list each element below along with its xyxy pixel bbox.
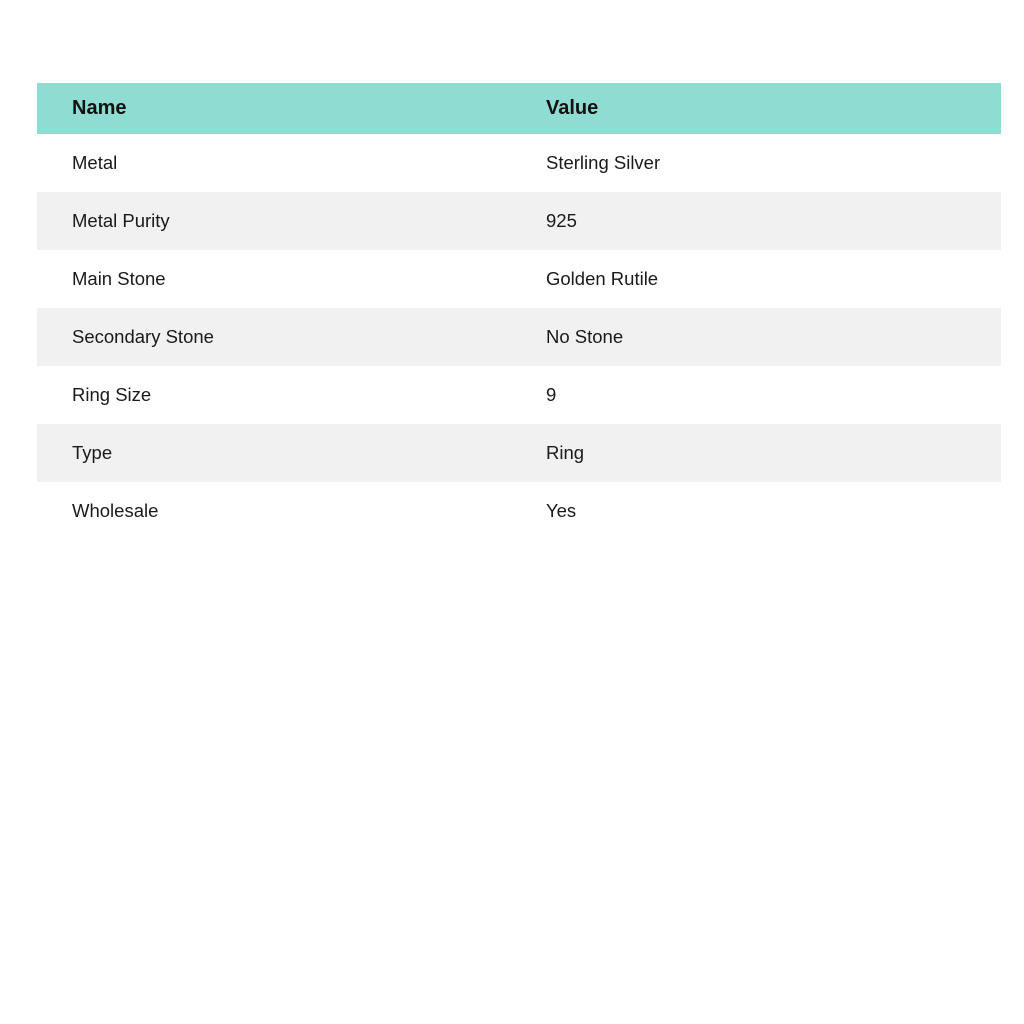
attribute-name: Secondary Stone — [37, 308, 524, 366]
attribute-name: Metal — [37, 134, 524, 192]
table-row — [37, 366, 1001, 424]
column-header-name: Name — [37, 83, 524, 134]
table-header-row — [37, 83, 1001, 134]
table-header — [37, 83, 1001, 134]
table-row — [37, 424, 1001, 482]
attribute-value: Golden Rutile — [524, 250, 1001, 308]
table-row — [37, 192, 1001, 250]
attribute-value: 925 — [524, 192, 1001, 250]
attribute-name: Main Stone — [37, 250, 524, 308]
table-row — [37, 250, 1001, 308]
table-body — [37, 134, 1001, 540]
table-row — [37, 134, 1001, 192]
attribute-name: Wholesale — [37, 482, 524, 540]
column-header-value: Value — [524, 83, 1001, 134]
attribute-value: Sterling Silver — [524, 134, 1001, 192]
table-row — [37, 482, 1001, 540]
attribute-name: Type — [37, 424, 524, 482]
table-row — [37, 308, 1001, 366]
attribute-value: Ring — [524, 424, 1001, 482]
attribute-name: Ring Size — [37, 366, 524, 424]
attribute-value: No Stone — [524, 308, 1001, 366]
attribute-name: Metal Purity — [37, 192, 524, 250]
attribute-value: Yes — [524, 482, 1001, 540]
attribute-value: 9 — [524, 366, 1001, 424]
product-attributes-table — [37, 83, 1001, 540]
